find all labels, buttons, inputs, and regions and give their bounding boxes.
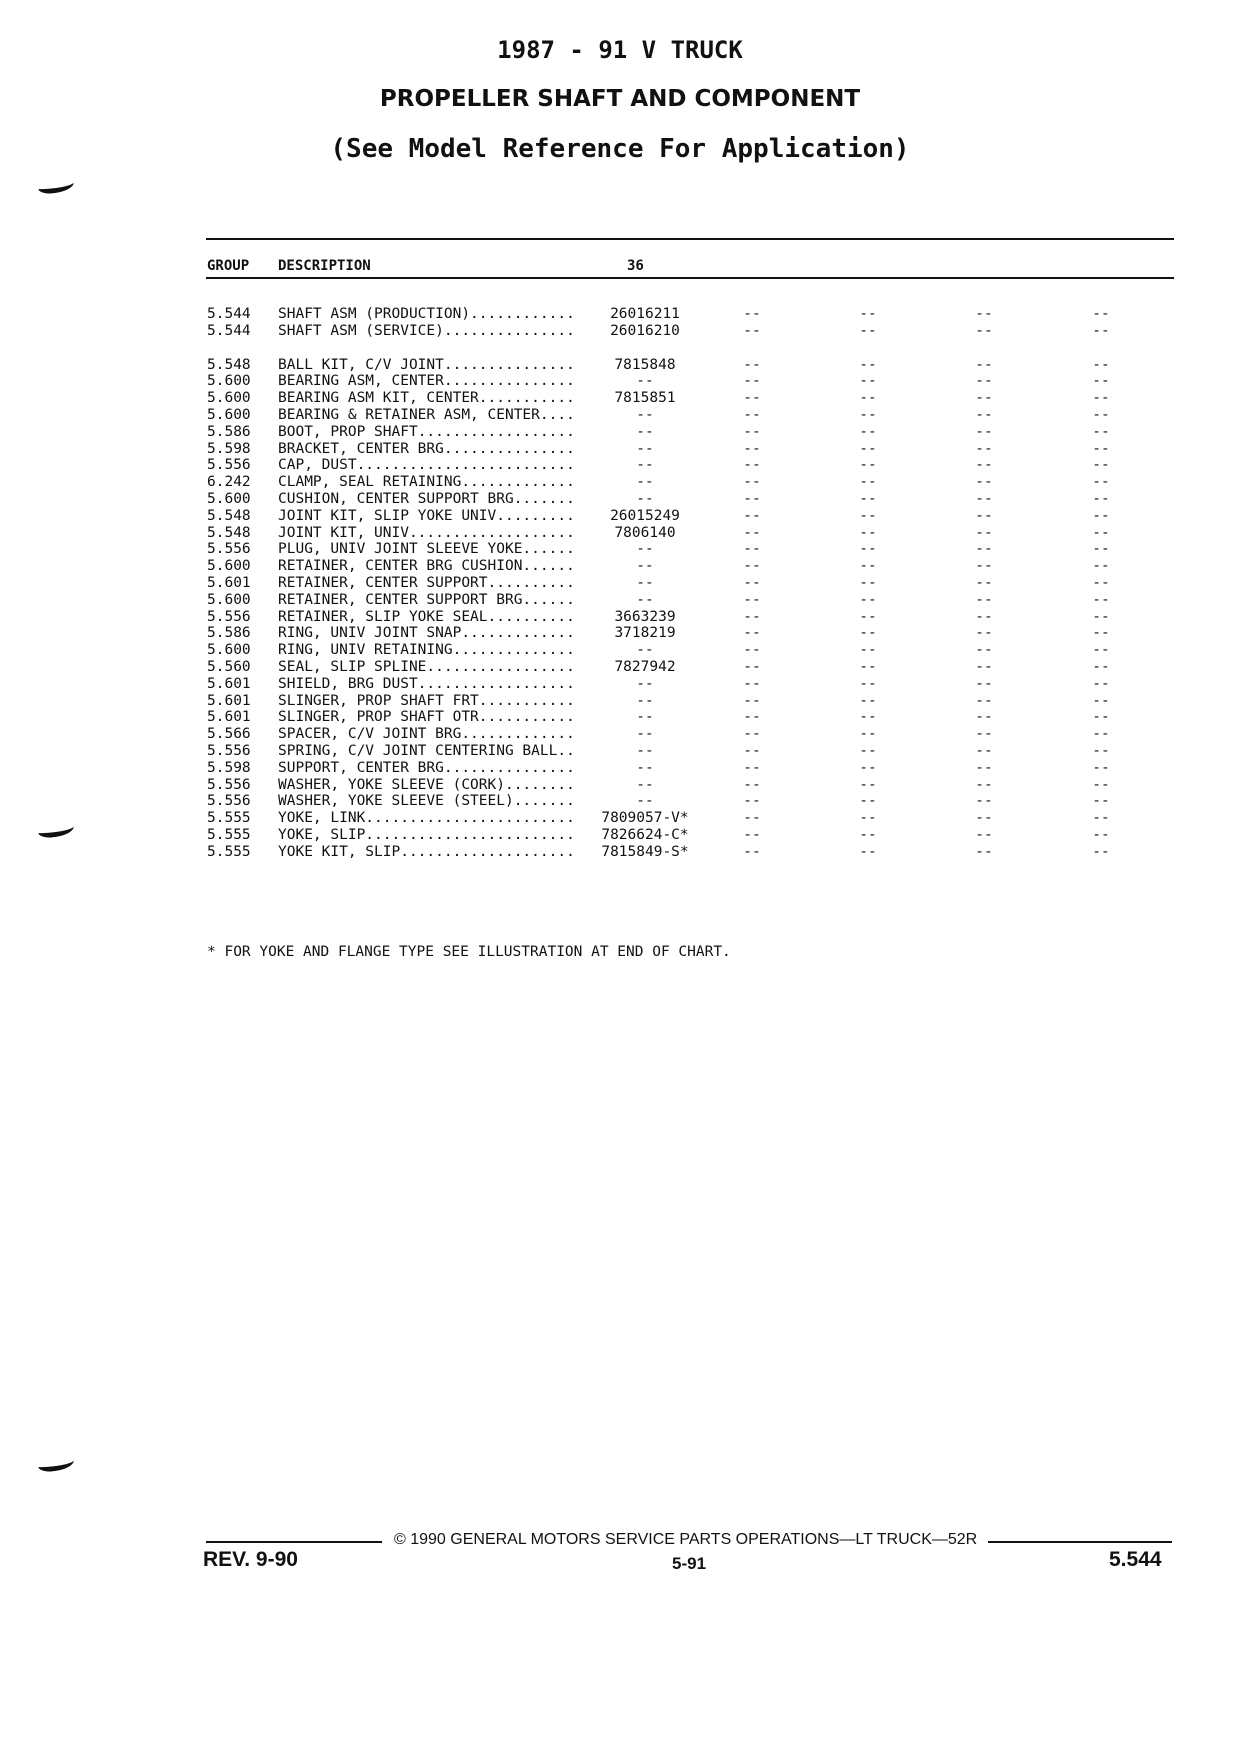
part-number-cell: 7826624-C* <box>601 826 689 843</box>
group-cell: 5.598 <box>207 440 251 457</box>
empty-cell: -- <box>743 675 761 692</box>
table-row <box>207 810 1110 827</box>
parts-table <box>207 306 1110 861</box>
part-number-cell: 7806140 <box>614 524 676 541</box>
part-number-cell: -- <box>636 440 654 457</box>
empty-cell: -- <box>743 625 761 642</box>
empty-cell: -- <box>1092 524 1110 541</box>
empty-cell: -- <box>1092 322 1110 339</box>
empty-cell: -- <box>859 541 877 558</box>
part-number-cell: 7815849-S* <box>601 843 689 860</box>
description-cell: BOOT, PROP SHAFT.................. <box>278 423 575 440</box>
empty-cell: -- <box>1092 793 1110 810</box>
row-spacer <box>207 340 1107 357</box>
empty-cell: -- <box>743 826 761 843</box>
empty-cell: -- <box>1092 826 1110 843</box>
empty-cell: -- <box>975 826 993 843</box>
group-cell: 5.560 <box>207 658 251 675</box>
group-cell: 5.586 <box>207 625 251 642</box>
group-cell: 5.548 <box>207 507 251 524</box>
empty-cell: -- <box>859 843 877 860</box>
table-row <box>207 507 1110 525</box>
empty-cell: -- <box>975 608 993 625</box>
table-row <box>207 558 1110 575</box>
description-cell: RETAINER, CENTER BRG CUSHION...... <box>278 558 575 575</box>
description-cell: SLINGER, PROP SHAFT OTR........... <box>278 709 575 726</box>
empty-cell: -- <box>743 709 761 726</box>
description-cell: BEARING & RETAINER ASM, CENTER.... <box>278 406 575 423</box>
table-row <box>207 709 1110 726</box>
table-row <box>207 658 1110 676</box>
empty-cell: -- <box>975 406 993 423</box>
description-cell: CAP, DUST......................... <box>278 457 575 474</box>
table-row <box>207 541 1110 558</box>
part-number-cell: 7827942 <box>614 658 676 675</box>
footer-rule-left <box>206 1541 382 1543</box>
empty-cell: -- <box>743 591 761 608</box>
group-cell: 5.600 <box>207 490 251 507</box>
empty-cell: -- <box>1092 658 1110 675</box>
empty-cell: -- <box>859 558 877 575</box>
empty-cell: -- <box>975 558 993 575</box>
group-cell: 5.600 <box>207 591 251 608</box>
empty-cell: -- <box>743 608 761 625</box>
empty-cell: -- <box>859 692 877 709</box>
empty-cell: -- <box>859 490 877 507</box>
group-cell: 5.598 <box>207 759 251 776</box>
empty-cell: -- <box>1092 390 1110 407</box>
description-cell: BEARING ASM KIT, CENTER........... <box>278 390 575 407</box>
revision-date: REV. 9-90 <box>203 1548 298 1571</box>
part-number-cell: 3718219 <box>614 625 676 642</box>
empty-cell: -- <box>1092 507 1110 524</box>
page-title: 1987 - 91 V TRUCK <box>497 36 743 64</box>
empty-cell: -- <box>975 322 993 339</box>
table-row <box>207 440 1110 458</box>
description-cell: RETAINER, CENTER SUPPORT.......... <box>278 574 575 591</box>
description-cell: BEARING ASM, CENTER............... <box>278 373 575 390</box>
part-number-cell: -- <box>636 709 654 726</box>
empty-cell: -- <box>1092 423 1110 440</box>
empty-cell: -- <box>743 776 761 793</box>
description-cell: BALL KIT, C/V JOINT............... <box>278 356 575 373</box>
description-cell: CUSHION, CENTER SUPPORT BRG....... <box>278 490 575 507</box>
empty-cell: -- <box>859 709 877 726</box>
empty-cell: -- <box>859 608 877 625</box>
part-number-cell: -- <box>636 591 654 608</box>
empty-cell: -- <box>975 658 993 675</box>
table-row <box>207 826 1110 844</box>
empty-cell: -- <box>859 457 877 474</box>
group-cell: 5.600 <box>207 373 251 390</box>
part-number-cell: -- <box>636 726 654 743</box>
table-row <box>207 608 1110 626</box>
empty-cell: -- <box>975 373 993 390</box>
empty-cell: -- <box>975 726 993 743</box>
empty-cell: -- <box>975 574 993 591</box>
empty-cell: -- <box>1092 356 1110 373</box>
group-cell: 5.601 <box>207 692 251 709</box>
page-subtitle: PROPELLER SHAFT AND COMPONENT <box>379 86 861 112</box>
group-cell: 5.555 <box>207 826 251 843</box>
group-cell: 5.556 <box>207 457 251 474</box>
empty-cell: -- <box>975 457 993 474</box>
empty-cell: -- <box>975 742 993 759</box>
empty-cell: -- <box>975 524 993 541</box>
table-header-rule <box>206 277 1174 279</box>
empty-cell: -- <box>859 373 877 390</box>
group-cell: 5.601 <box>207 675 251 692</box>
empty-cell: -- <box>1092 642 1110 659</box>
group-cell: 5.548 <box>207 356 251 373</box>
empty-cell: -- <box>975 709 993 726</box>
table-row <box>207 423 1110 441</box>
group-cell: 5.566 <box>207 726 251 743</box>
empty-cell: -- <box>975 440 993 457</box>
group-cell: 5.586 <box>207 423 251 440</box>
empty-cell: -- <box>1092 373 1110 390</box>
empty-cell: -- <box>975 793 993 810</box>
empty-cell: -- <box>743 356 761 373</box>
empty-cell: -- <box>743 692 761 709</box>
group-cell: 5.556 <box>207 541 251 558</box>
binder-hole-mark <box>37 176 74 195</box>
empty-cell: -- <box>1092 440 1110 457</box>
footnote: * FOR YOKE AND FLANGE TYPE SEE ILLUSTRATION AT END OF CHART. <box>207 944 731 960</box>
group-cell: 6.242 <box>207 474 251 491</box>
empty-cell: -- <box>859 810 877 827</box>
empty-cell: -- <box>975 490 993 507</box>
empty-cell: -- <box>1092 709 1110 726</box>
empty-cell: -- <box>743 642 761 659</box>
empty-cell: -- <box>859 390 877 407</box>
empty-cell: -- <box>859 625 877 642</box>
empty-cell: -- <box>743 742 761 759</box>
description-cell: JOINT KIT, UNIV................... <box>278 524 575 541</box>
table-row <box>207 322 1110 340</box>
description-cell: SPRING, C/V JOINT CENTERING BALL.. <box>278 742 575 759</box>
empty-cell: -- <box>743 558 761 575</box>
empty-cell: -- <box>975 507 993 524</box>
table-row <box>207 742 1110 760</box>
empty-cell: -- <box>1092 810 1110 827</box>
part-number-cell: -- <box>636 675 654 692</box>
empty-cell: -- <box>743 524 761 541</box>
group-cell: 5.556 <box>207 793 251 810</box>
description-cell: WASHER, YOKE SLEEVE (CORK)........ <box>278 776 575 793</box>
empty-cell: -- <box>743 373 761 390</box>
empty-cell: -- <box>743 810 761 827</box>
description-cell: PLUG, UNIV JOINT SLEEVE YOKE...... <box>278 541 575 558</box>
group-cell: 5.556 <box>207 608 251 625</box>
empty-cell: -- <box>1092 742 1110 759</box>
part-number-cell: -- <box>636 776 654 793</box>
empty-cell: -- <box>859 440 877 457</box>
description-cell: RING, UNIV RETAINING.............. <box>278 642 575 659</box>
empty-cell: -- <box>743 843 761 860</box>
empty-cell: -- <box>975 759 993 776</box>
empty-cell: -- <box>975 810 993 827</box>
description-cell: SEAL, SLIP SPLINE................. <box>278 658 575 675</box>
part-number-cell: -- <box>636 373 654 390</box>
table-row <box>207 759 1110 777</box>
part-number-cell: -- <box>636 490 654 507</box>
empty-cell: -- <box>975 541 993 558</box>
empty-cell: -- <box>1092 625 1110 642</box>
column-header-group: GROUP <box>207 258 250 274</box>
group-cell: 5.601 <box>207 574 251 591</box>
empty-cell: -- <box>1092 541 1110 558</box>
description-cell: YOKE KIT, SLIP.................... <box>278 843 575 860</box>
table-row <box>207 625 1110 642</box>
description-cell: YOKE, LINK........................ <box>278 810 575 827</box>
empty-cell: -- <box>1092 457 1110 474</box>
column-header-description: DESCRIPTION <box>278 258 371 274</box>
empty-cell: -- <box>1092 692 1110 709</box>
page-number: 5-91 <box>672 1554 707 1573</box>
group-cell: 5.600 <box>207 558 251 575</box>
empty-cell: -- <box>743 507 761 524</box>
footer-rule-right <box>988 1541 1172 1543</box>
empty-cell: -- <box>859 474 877 491</box>
table-row <box>207 406 1110 424</box>
part-number-cell: -- <box>636 423 654 440</box>
table-row <box>207 642 1110 659</box>
empty-cell: -- <box>859 793 877 810</box>
empty-cell: -- <box>975 642 993 659</box>
group-cell: 5.600 <box>207 642 251 659</box>
part-number-cell: -- <box>636 541 654 558</box>
empty-cell: -- <box>859 322 877 339</box>
empty-cell: -- <box>975 423 993 440</box>
table-row <box>207 356 1110 374</box>
application-note: (See Model Reference For Application) <box>330 134 910 164</box>
empty-cell: -- <box>1092 726 1110 743</box>
empty-cell: -- <box>743 390 761 407</box>
table-top-rule <box>206 238 1174 240</box>
group-cell: 5.600 <box>207 406 251 423</box>
empty-cell: -- <box>1092 474 1110 491</box>
table-row <box>207 457 1110 474</box>
empty-cell: -- <box>743 474 761 491</box>
part-number-cell: -- <box>636 574 654 591</box>
part-number-cell: -- <box>636 457 654 474</box>
description-cell: BRACKET, CENTER BRG............... <box>278 440 575 457</box>
column-header-36: 36 <box>627 258 644 274</box>
empty-cell: -- <box>859 759 877 776</box>
empty-cell: -- <box>859 524 877 541</box>
table-row <box>207 726 1110 743</box>
empty-cell: -- <box>1092 675 1110 692</box>
empty-cell: -- <box>859 642 877 659</box>
part-number-cell: 26016211 <box>610 306 680 322</box>
empty-cell: -- <box>859 675 877 692</box>
empty-cell: -- <box>975 591 993 608</box>
description-cell: RETAINER, SLIP YOKE SEAL.......... <box>278 608 575 625</box>
description-cell: SUPPORT, CENTER BRG............... <box>278 759 575 776</box>
empty-cell: -- <box>743 574 761 591</box>
group-cell: 5.600 <box>207 390 251 407</box>
table-row <box>207 306 1110 323</box>
part-number-cell: -- <box>636 793 654 810</box>
table-row <box>207 574 1110 592</box>
empty-cell: -- <box>1092 759 1110 776</box>
part-number-cell: -- <box>636 692 654 709</box>
table-row <box>207 843 1110 861</box>
empty-cell: -- <box>859 776 877 793</box>
empty-cell: -- <box>1092 608 1110 625</box>
empty-cell: -- <box>975 692 993 709</box>
table-row <box>207 390 1110 407</box>
part-number-cell: 7815848 <box>614 356 676 373</box>
part-number-cell: 3663239 <box>614 608 676 625</box>
empty-cell: -- <box>743 306 761 322</box>
description-cell: RING, UNIV JOINT SNAP............. <box>278 625 575 642</box>
description-cell: SHAFT ASM (SERVICE)............... <box>278 322 575 339</box>
empty-cell: -- <box>859 306 877 322</box>
empty-cell: -- <box>743 457 761 474</box>
binder-hole-mark <box>37 1454 74 1473</box>
group-cell: 5.556 <box>207 776 251 793</box>
empty-cell: -- <box>743 322 761 339</box>
empty-cell: -- <box>743 726 761 743</box>
empty-cell: -- <box>743 541 761 558</box>
part-number-cell: -- <box>636 759 654 776</box>
empty-cell: -- <box>743 490 761 507</box>
description-cell: SLINGER, PROP SHAFT FRT........... <box>278 692 575 709</box>
group-cell: 5.601 <box>207 709 251 726</box>
group-cell: 5.556 <box>207 742 251 759</box>
empty-cell: -- <box>975 474 993 491</box>
empty-cell: -- <box>975 390 993 407</box>
description-cell: CLAMP, SEAL RETAINING............. <box>278 474 575 491</box>
description-cell: SPACER, C/V JOINT BRG............. <box>278 726 575 743</box>
part-number-cell: 26015249 <box>610 507 680 524</box>
empty-cell: -- <box>743 440 761 457</box>
empty-cell: -- <box>859 406 877 423</box>
empty-cell: -- <box>743 423 761 440</box>
empty-cell: -- <box>859 826 877 843</box>
copyright-line: © 1990 GENERAL MOTORS SERVICE PARTS OPERATIONS—LT TRUCK—52R <box>394 1531 978 1548</box>
empty-cell: -- <box>1092 591 1110 608</box>
part-number-cell: -- <box>636 558 654 575</box>
empty-cell: -- <box>859 742 877 759</box>
group-cell: 5.548 <box>207 524 251 541</box>
empty-cell: -- <box>859 574 877 591</box>
empty-cell: -- <box>1092 306 1110 322</box>
description-cell: JOINT KIT, SLIP YOKE UNIV......... <box>278 507 575 524</box>
empty-cell: -- <box>975 675 993 692</box>
empty-cell: -- <box>975 356 993 373</box>
table-row <box>207 776 1110 794</box>
empty-cell: -- <box>1092 843 1110 860</box>
part-number-cell: -- <box>636 642 654 659</box>
empty-cell: -- <box>975 625 993 642</box>
empty-cell: -- <box>859 658 877 675</box>
table-row <box>207 591 1110 609</box>
empty-cell: -- <box>975 306 993 322</box>
part-number-cell: -- <box>636 406 654 423</box>
table-row <box>207 474 1110 491</box>
table-row <box>207 490 1110 508</box>
empty-cell: -- <box>743 793 761 810</box>
empty-cell: -- <box>1092 776 1110 793</box>
empty-cell: -- <box>975 776 993 793</box>
empty-cell: -- <box>1092 406 1110 423</box>
table-row <box>207 793 1110 810</box>
description-cell: RETAINER, CENTER SUPPORT BRG...... <box>278 591 575 608</box>
group-cell: 5.555 <box>207 810 251 827</box>
part-number-cell: 26016210 <box>610 322 680 339</box>
group-cell: 5.555 <box>207 843 251 860</box>
empty-cell: -- <box>743 658 761 675</box>
group-cell: 5.544 <box>207 322 251 339</box>
empty-cell: -- <box>1092 558 1110 575</box>
empty-cell: -- <box>859 591 877 608</box>
description-cell: SHAFT ASM (PRODUCTION)............ <box>278 306 575 322</box>
part-number-cell: -- <box>636 474 654 491</box>
empty-cell: -- <box>859 726 877 743</box>
description-cell: YOKE, SLIP........................ <box>278 826 575 843</box>
empty-cell: -- <box>975 843 993 860</box>
part-number-cell: -- <box>636 742 654 759</box>
empty-cell: -- <box>1092 490 1110 507</box>
description-cell: SHIELD, BRG DUST.................. <box>278 675 575 692</box>
empty-cell: -- <box>743 759 761 776</box>
empty-cell: -- <box>859 423 877 440</box>
table-row <box>207 692 1110 710</box>
description-cell: WASHER, YOKE SLEEVE (STEEL)....... <box>278 793 575 810</box>
empty-cell: -- <box>1092 574 1110 591</box>
empty-cell: -- <box>859 356 877 373</box>
group-cell: 5.544 <box>207 306 251 322</box>
empty-cell: -- <box>743 406 761 423</box>
part-number-cell: 7809057-V* <box>601 810 689 827</box>
binder-hole-mark <box>37 820 74 839</box>
section-number: 5.544 <box>1109 1548 1162 1571</box>
table-row <box>207 675 1110 693</box>
part-number-cell: 7815851 <box>614 390 676 407</box>
table-row <box>207 373 1110 390</box>
empty-cell: -- <box>859 507 877 524</box>
table-row <box>207 524 1110 542</box>
